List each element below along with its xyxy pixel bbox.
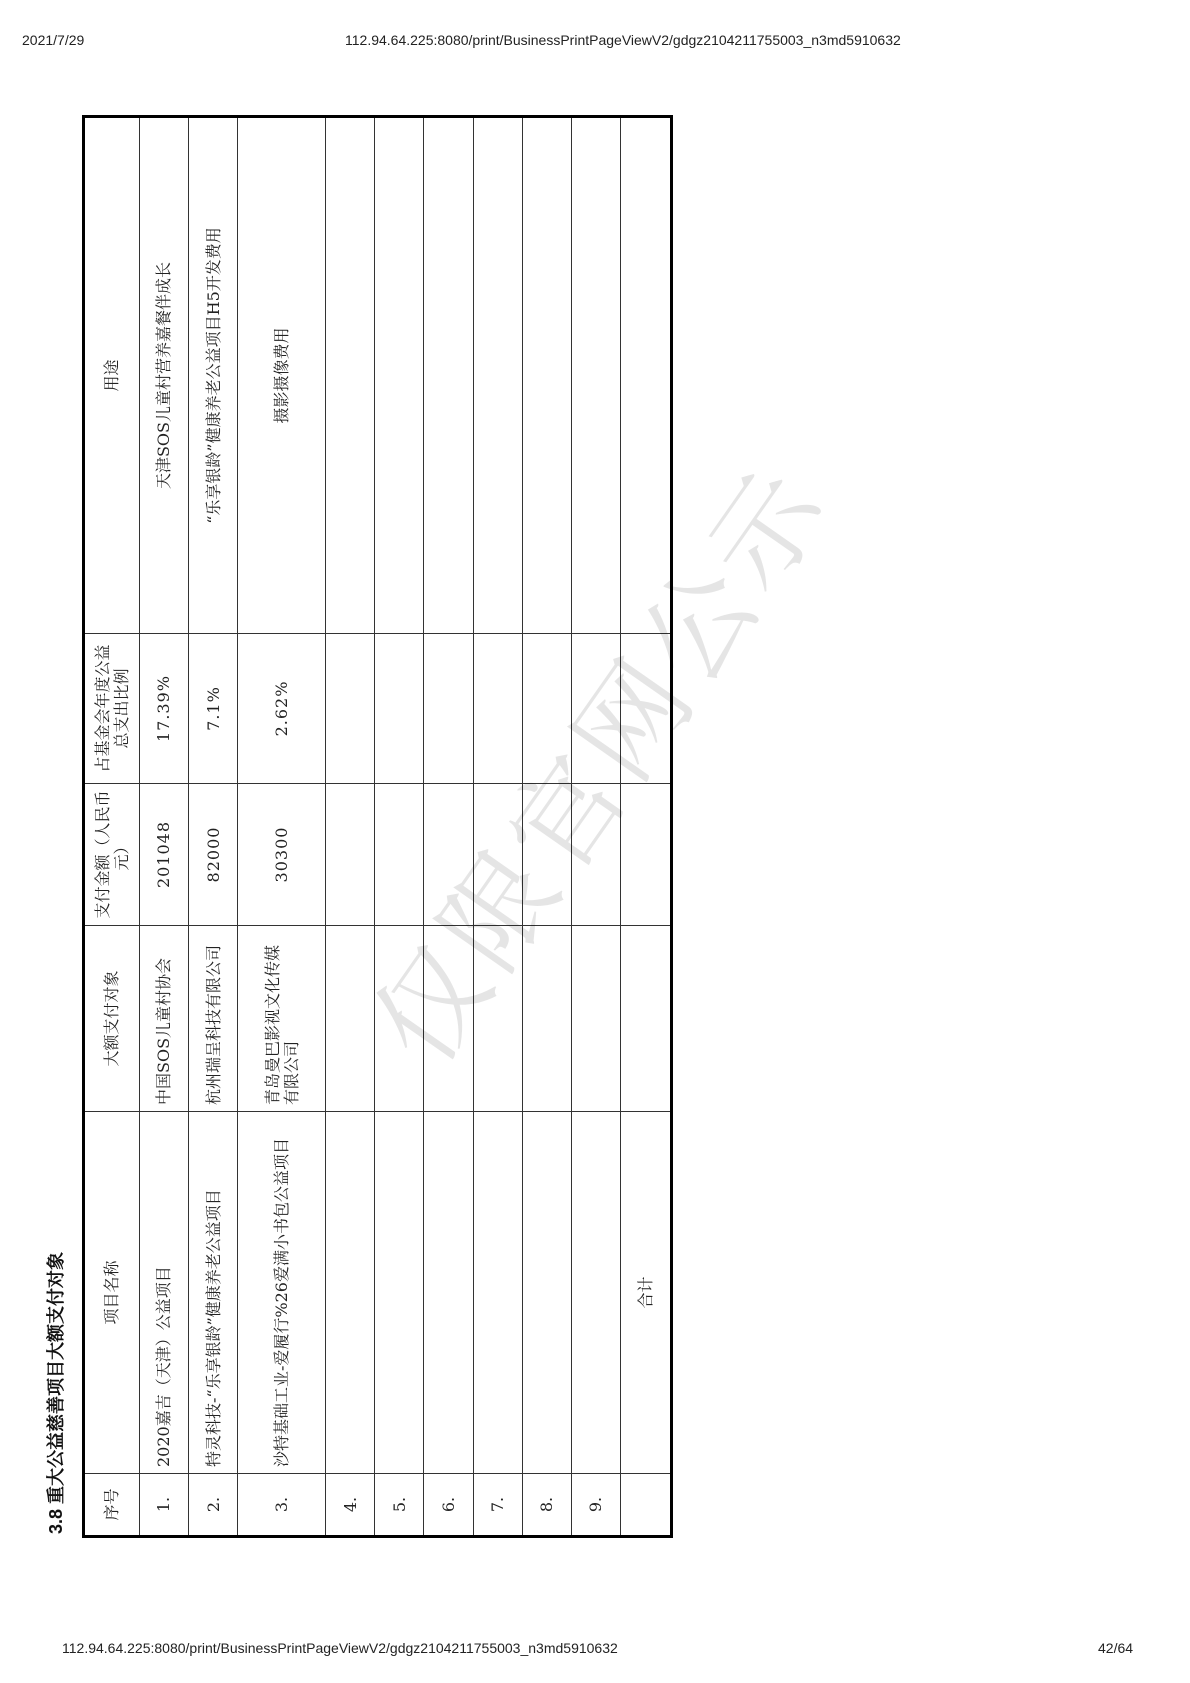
- cell-payee: 杭州瑞呈科技有限公司: [189, 926, 238, 1112]
- cell-total-payee: [620, 926, 671, 1112]
- table-row: [238, 117, 326, 1537]
- print-url-header: 112.94.64.225:8080/print/BusinessPrintPageViewV2/gdgz2104211755003_n3md5910632: [345, 32, 901, 48]
- table-row: [189, 117, 238, 1537]
- cell-seq: 3.: [238, 1474, 326, 1537]
- cell-amount: [326, 784, 375, 926]
- cell-seq: 5.: [375, 1474, 424, 1537]
- watermark-text: 仅限官网公示: [349, 443, 854, 1088]
- cell-purpose: [375, 117, 424, 634]
- cell-seq: 2.: [189, 1474, 238, 1537]
- col-header-amount: 支付金额（人民币元）: [84, 784, 140, 926]
- cell-ratio: 7.1%: [189, 634, 238, 784]
- cell-payee: 中国SOS儿童村协会: [140, 926, 189, 1112]
- cell-project: [571, 1112, 620, 1474]
- cell-seq: 4.: [326, 1474, 375, 1537]
- section-title: 3.8 重大公益慈善项目大额支付对象: [46, 1251, 66, 1534]
- cell-project: [473, 1112, 522, 1474]
- cell-amount: 201048: [140, 784, 189, 926]
- cell-project: [522, 1112, 571, 1474]
- cell-purpose: 摄影摄像费用: [238, 117, 326, 634]
- cell-ratio: [326, 634, 375, 784]
- cell-ratio: 2.62%: [238, 634, 326, 784]
- cell-purpose: [424, 117, 473, 634]
- cell-project: [375, 1112, 424, 1474]
- table-row: [375, 117, 424, 1537]
- cell-seq: 8.: [522, 1474, 571, 1537]
- cell-project: 特灵科技-“乐享银龄”健康养老公益项目: [189, 1112, 238, 1474]
- cell-payee: 青岛曼巴影视文化传媒有限公司: [238, 926, 326, 1112]
- cell-project: [424, 1112, 473, 1474]
- cell-seq: 6.: [424, 1474, 473, 1537]
- cell-project: 2020嘉吉（天津）公益项目: [140, 1112, 189, 1474]
- page-number: 42/64: [1098, 1640, 1134, 1656]
- col-header-purpose: 用途: [84, 117, 140, 634]
- cell-seq: 1.: [140, 1474, 189, 1537]
- col-header-payee: 大额支付对象: [84, 926, 140, 1112]
- col-header-project: 项目名称: [84, 1112, 140, 1474]
- cell-project: 沙特基础工业-爱履行%26爱满小书包公益项目: [238, 1112, 326, 1474]
- cell-amount: 82000: [189, 784, 238, 926]
- table-row: [326, 117, 375, 1537]
- cell-ratio: [375, 634, 424, 784]
- print-url-footer: 112.94.64.225:8080/print/BusinessPrintPageViewV2/gdgz2104211755003_n3md5910632: [62, 1640, 618, 1656]
- cell-purpose: 天津SOS儿童村营养嘉餐伴成长: [140, 117, 189, 634]
- total-label: 合计: [620, 1112, 671, 1474]
- cell-project: [326, 1112, 375, 1474]
- col-header-seq: 序号: [84, 1474, 140, 1537]
- table-row: [140, 117, 189, 1537]
- cell-ratio: [424, 634, 473, 784]
- col-header-ratio: 占基金会年度公益总支出比例: [84, 634, 140, 784]
- cell-purpose: [326, 117, 375, 634]
- cell-amount: 30300: [238, 784, 326, 926]
- print-date: 2021/7/29: [22, 32, 85, 48]
- cell-purpose: [571, 117, 620, 634]
- cell-total-blank: [620, 1474, 671, 1537]
- cell-purpose: [473, 117, 522, 634]
- cell-seq: 9.: [571, 1474, 620, 1537]
- table-header-row: [84, 117, 140, 1537]
- cell-payee: [571, 926, 620, 1112]
- cell-seq: 7.: [473, 1474, 522, 1537]
- cell-purpose: “乐享银龄”健康养老公益项目H5开发费用: [189, 117, 238, 634]
- cell-ratio: 17.39%: [140, 634, 189, 784]
- cell-purpose: [522, 117, 571, 634]
